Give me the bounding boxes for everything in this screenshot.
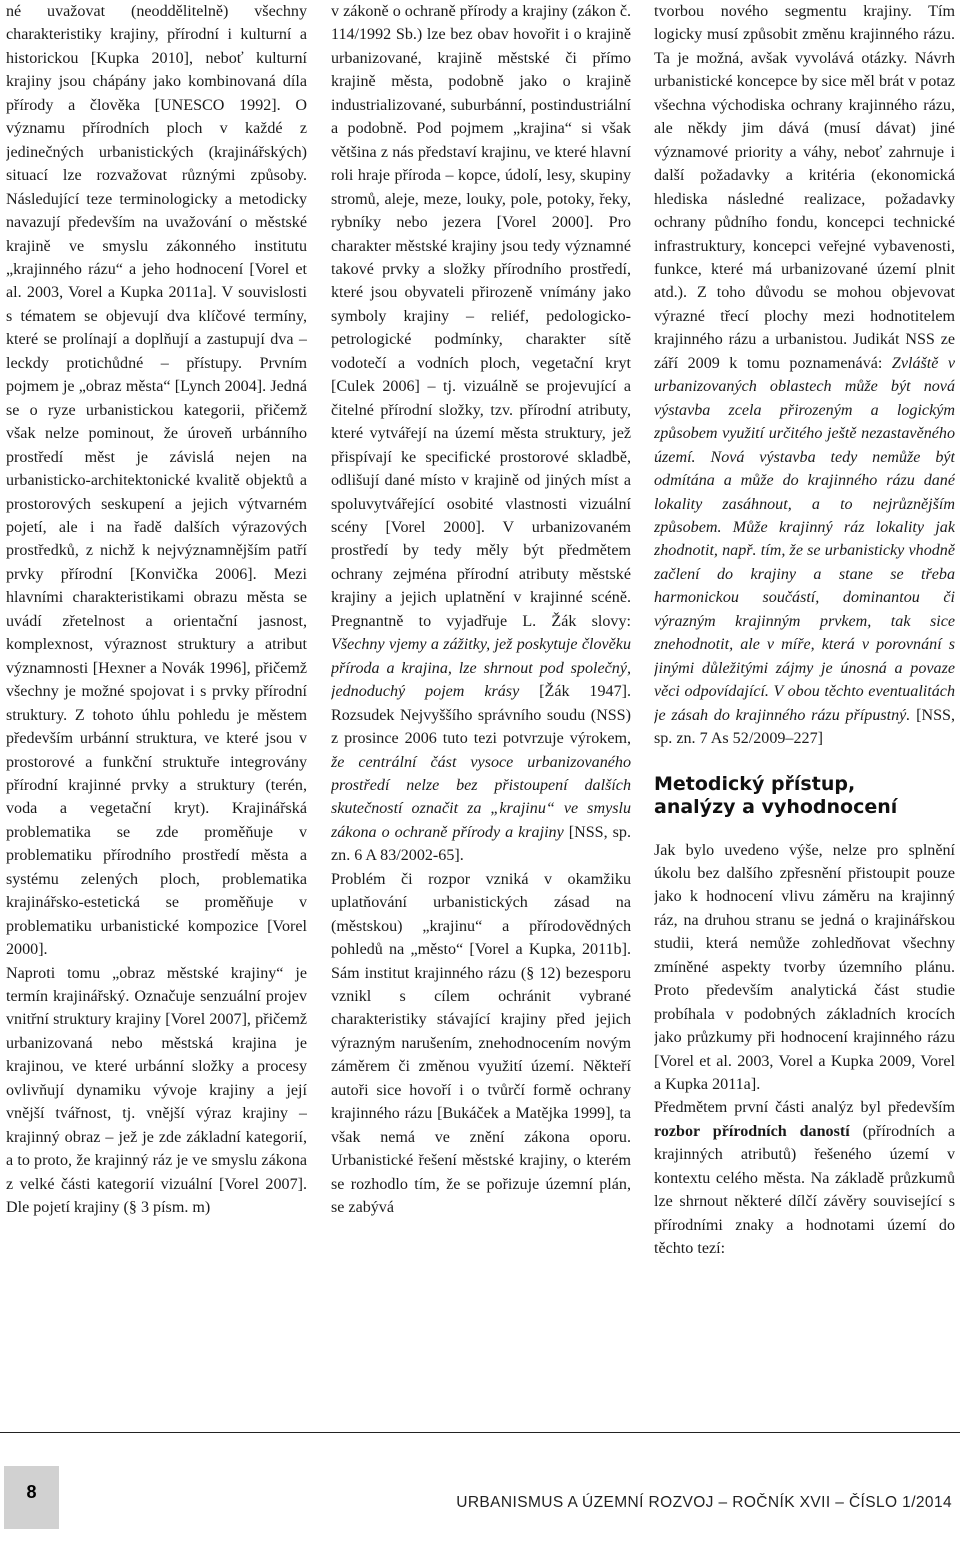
- text-column-3: [654, 0, 955, 1261]
- text-column-1: [6, 0, 307, 1220]
- text-column-2: [331, 0, 631, 1220]
- paragraph: Naproti tomu „obraz městské krajiny“ je termín krajinářský. Označuje senzuální projev vnitřní struktury krajiny [Vorel 2007], přičemž urbanizovaná nebo městská krajina je krajinou, ve které urbánní složky a procesy ovlivňují dynamiku vývoje krajiny a její vnější tvářnost, tj. vnější výraz krajiny – krajinný obraz – jež je zde základní kategorií, a to proto, že krajinný ráz je ve smyslu zákona z velké části kategorií vizuální [Vorel 2007]. Dle pojetí krajiny (§ 3 písm. m): [6, 964, 307, 1217]
- paragraph: Problém či rozpor vzniká v okamžiku uplatňování urbanistických zásad na (městskou) „krajinu“ a přírodovědných pohledů na „město“ [Vorel a Kupka, 2011b]. Sám institut krajinného rázu (§ 12) bezesporu vznikl s cílem ochránit vybrané charakteristiky stávající krajiny před jejich výrazným narušením, znehodnocením novým záměrem či změnou využití území. Někteří autoři sice hovoří i o tvůrčí formě ochrany krajinného rázu [Bukáček a Matějka 1999], ta však nemá ve znění zákona oporu. Urbanistické řešení městské krajiny, o kterém se rozhodlo tím, že se pořizuje územní plán, se zabývá: [331, 870, 631, 1217]
- quotation: Všechny vjemy a zážitky, jež poskytuje člověku příroda a krajina, lze shrnout pod společný, jednoduchý pojem krásy: [331, 636, 631, 701]
- footer-rule: [0, 1432, 960, 1433]
- emphasis: rozbor přírodních daností: [654, 1122, 850, 1140]
- paragraph: Předmětem první části analýz byl především rozbor přírodních daností (přírodních a krajinných atributů) řešeného území v kontextu celého města. Na základě průzkumů lze shrnout některé dílčí závěry související s přírodními znaky a hodnotami území do těchto tezí:: [654, 1099, 955, 1258]
- page-number: 8: [26, 1482, 37, 1502]
- section-heading: Metodický přístup, analýzy a vyhodnocení: [654, 772, 898, 818]
- paragraph: tvorbou nového segmentu krajiny. Tím logicky musí způsobit změnu krajinného rázu. Ta je možná, avšak vyvolává otázky. Návrh urbanistické koncepce by sice měl brát v potaz všechna východiska ochrany krajinného rázu, ale někdy jim dává (musí dávat) jiné významové priority a váhy, neboť zahrnuje i další požadavky a kritéria (ekonomická hlediska následné realizace, požadavky ochrany půdního fondu, koncepci technické infrastruktury, koncepci veřejné vybavenosti, funkce, které má urbanizované území plnit atd.). Z toho důvodu se mohou objevovat výrazné třecí plochy mezi hodnotitelem krajinného rázu a urbanistou. Judikát NSS ze září 2009 k tomu poznamenává: Zvláště v urbanizovaných oblastech může být nová výstavba zcela přirozeným a logickým způsobem využití určitého ještě nezastavěného území. Nová výstavba tedy nemůže být odmítána a může do krajinného rázu dané lokality zasáhnout, a to nejrůznějším způsobem. Může krajinný ráz lokality jak zhodnotit, např. tím, že se urbanisticky vhodně začlení do krajiny a stane se třeba harmonickou součástí, dominantou či výrazným krajinným prvkem, tak sice znehodnotit, ale v míře, která v porovnání s jinými důležitými zájmy je únosná a povaze věci odpovídající. V obou těchto eventualitách je zásah do krajinného rázu přípustný. [NSS, sp. zn. 7 As 52/2009‒227]: [654, 3, 955, 748]
- quotation: Zvláště v urbanizovaných oblastech může být nová výstavba zcela přirozeným a logickým způsobem využití určitého ještě nezastavěného území. Nová výstavba tedy nemůže být odmítána a může do krajinného rázu dané lokality zasáhnout, a to nejrůznějším způsobem. Může krajinný ráz lokality jak zhodnotit, např. tím, že se urbanisticky vhodně začlení do krajiny a stane se třeba harmonickou součástí, dominantou či výrazným krajinným prvkem, tak sice znehodnotit, ale v míře, která v porovnání s jinými důležitými zájmy je únosná a povaze věci odpovídající. V obou těchto eventualitách je zásah do krajinného rázu přípustný.: [654, 354, 955, 724]
- page-number-box: [4, 1466, 59, 1529]
- paragraph: né uvažovat (neoddělitelně) všechny charakteristiky krajiny, přírodní i kulturní a historickou [Kupka 2010], neboť kulturní krajiny jsou chápány jako kombinovaná díla přírody a člověka [UNESCO 1992]. O významu přírodních ploch v každé z jedinečných urbanistických (krajinářských) situací lze rozvažovat různými způsoby. Následující teze terminologicky a metodicky navazují především na uvažování o městské krajině ve smyslu zákonného institutu „krajinného rázu“ a jeho hodnocení [Vorel et al. 2003, Vorel a Kupka 2011a]. V souvislosti s tématem se objevují dva klíčové termíny, které se prolínají a doplňují a zastupují dva – leckdy protichůdné – přístupy. Prvním pojmem je „obraz města“ [Lynch 2004]. Jedná se o ryze urbanistickou kategorii, přičemž však nelze pominout, že úroveň urbánního prostředí měst je závislá nejen na urbanisticko-architektonické kvalitě objektů a prostorových seskupení a jejich výtvarném pojetí, ale i na řadě dalších výrazových prostředků, z nichž k nejvýznamnějším patří prvky přírodní [Konvička 2006]. Mezi hlavními charakteristikami obrazu města se uvádí zřetelnost a orientační jasnost, komplexnost, výraznost struktury a atribut významnosti [Hexner a Novák 1996], přičemž všechny je možné spojovat i s prvky přírodní struktury. Z tohoto úhlu pohledu je městem především urbánní struktura, ve které jsou v prostorové a funkční struktuře integrovány přírodní krajinné prvky a struktury (terén, voda a vegetační kryt). Krajinářská problematika se zde proměňuje v problematiku přírodního prostředí města a systému zelených ploch, problematika krajinářsko-estetická se proměňuje v problematiku urbanistické kompozice [Vorel 2000].: [6, 3, 307, 959]
- journal-footer: URBANISMUS A ÚZEMNÍ ROZVOJ – ROČNÍK XVII – ČÍSLO 1/2014: [456, 1494, 952, 1511]
- paragraph: Jak bylo uvedeno výše, nelze pro splnění úkolu bez dalšího zpřesnění přistoupit pouze jako k hodnocení vlivu záměru na krajinný ráz, na druhou stranu se jedná o krajinářskou studii, která nemůže zohledňovat všechny zmíněné aspekty tvorby územního plánu. Proto především analytická část studie probíhala v podobných základních krocích jako průzkumy při hodnocení krajinného rázu [Vorel et al. 2003, Vorel a Kupka 2009, Vorel a Kupka 2011a].: [654, 841, 955, 1094]
- quotation: že centrální část vysoce urbanizovaného prostředí nelze bez přistoupení dalších skutečností označit za „krajinu“ ve smyslu zákona o ochraně přírody a krajiny: [331, 753, 631, 841]
- paragraph: v zákoně o ochraně přírody a krajiny (zákon č. 114/1992 Sb.) lze bez obav hovořit i o krajině urbanizované, krajině městské či přímo krajině města, podobně jako o krajině industrializované, suburbánní, postindustriální a podobně. Pod pojmem „krajina“ si však většina z nás představí krajinu, ve které hlavní roli hraje příroda – kopce, údolí, lesy, skupiny stromů, aleje, meze, louky, pole, potoky, řeky, rybníky nebo jezera [Vorel 2000]. Pro charakter městské krajiny jsou tedy významné takové prvky a složky přírodního prostředí, které jsou obyvateli přirozeně vnímány jako symboly krajiny – reliéf, pedologicko-petrologické podmínky, charakter sítě vodotečí a vodních ploch, vegetační kryt [Culek 2006] – tj. vizuálně se projevující a čitelné přírodní složky, tzv. přírodní atributy, které vytvářejí na území města struktury, jež přispívají ke specifické prostorové skladbě, odlišují dané místo v krajině od jiných míst a spoluvytvářející osobité vlastnosti vizuální scény [Vorel 2000]. V urbanizovaném prostředí by tedy měly být předmětem ochrany zejména přírodní atributy městské krajiny a jejich uplatnění v krajinné scéně. Pregnantně to vyjadřuje L. Žák slovy: Všechny vjemy a zážitky, jež poskytuje člověku příroda a krajina, lze shrnout pod společný, jednoduchý pojem krásy [Žák 1947]. Rozsudek Nejvyššího správního soudu (NSS) z prosince 2006 tuto tezi potvrzuje výrokem, že centrální část vysoce urbanizovaného prostředí nelze bez přistoupení dalších skutečností označit za „krajinu“ ve smyslu zákona o ochraně přírody a krajiny [NSS, sp. zn. 6 A 83/2002-65].: [331, 3, 631, 865]
